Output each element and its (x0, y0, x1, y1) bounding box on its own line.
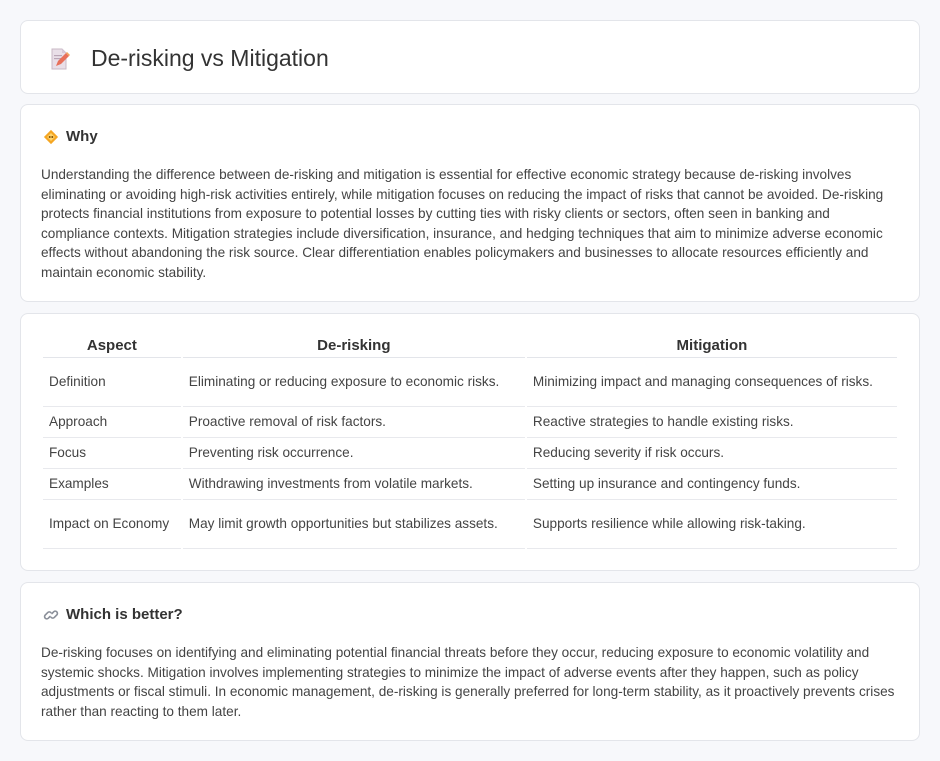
de-risking-cell: Proactive removal of risk factors. (183, 407, 525, 438)
table-row (43, 500, 897, 549)
aspect-cell: Approach (43, 407, 181, 438)
mitigation-cell: Reactive strategies to handle existing risks. (527, 407, 897, 438)
mitigation-cell: Setting up insurance and contingency funds. (527, 469, 897, 500)
header-mitigation: Mitigation (527, 334, 897, 358)
why-title: Why (66, 128, 98, 145)
better-title: Which is better? (66, 606, 183, 623)
mitigation-cell: Supports resilience while allowing risk-taking. (527, 500, 897, 549)
which-better-card (20, 582, 920, 741)
why-card (20, 104, 920, 302)
table-header-row (43, 334, 897, 358)
de-risking-cell: Eliminating or reducing exposure to economic risks. (183, 358, 525, 407)
comparison-card (20, 313, 920, 571)
table-row (43, 407, 897, 438)
better-text: De-risking focuses on identifying and eliminating potential financial threats before they occur, reducing exposure to economic volatility and systemic shocks. Mitigation involves implementing strategies to minimize the impact of adverse events after they happen, such as policy adjustments or fiscal stimuli. In economic management, de-risking is generally preferred for long-term stability, as it proactively prevents crises rather than reacting to them later. (41, 645, 895, 719)
de-risking-cell: May limit growth opportunities but stabilizes assets. (183, 500, 525, 549)
de-risking-cell: Preventing risk occurrence. (183, 438, 525, 469)
warning-diamond-icon (43, 129, 59, 145)
comparison-table (41, 334, 899, 549)
better-heading (43, 606, 183, 623)
why-text: Understanding the difference between de-risking and mitigation is essential for effective economic strategy because de-risking involves eliminating or avoiding high-risk activities entirely, while mitigation focuses on reducing the impact of risks that cannot be avoided. De-risking protects financial institutions from exposure to potential losses by cutting ties with risky clients or sectors, often seen in banking and compliance contexts. Mitigation strategies include diversification, insurance, and hedging techniques that aim to minimize adverse economic effects without abandoning the risk source. Clear differentiation enables policymakers and businesses to allocate resources efficiently and maintain economic stability. (41, 167, 884, 280)
document-edit-icon (47, 47, 71, 71)
aspect-cell: Focus (43, 438, 181, 469)
header-card (20, 20, 920, 94)
mitigation-cell: Reducing severity if risk occurs. (527, 438, 897, 469)
link-icon (43, 607, 59, 623)
aspect-cell: Impact on Economy (43, 500, 181, 549)
mitigation-cell: Minimizing impact and managing consequences of risks. (527, 358, 897, 407)
table-row (43, 438, 897, 469)
table-row (43, 358, 897, 407)
why-heading (43, 128, 98, 145)
title-row (47, 45, 329, 72)
page-title: De-risking vs Mitigation (91, 45, 329, 71)
de-risking-cell: Withdrawing investments from volatile markets. (183, 469, 525, 500)
header-de-risking: De-risking (183, 334, 525, 358)
aspect-cell: Examples (43, 469, 181, 500)
aspect-cell: Definition (43, 358, 181, 407)
header-aspect: Aspect (43, 334, 181, 358)
table-row (43, 469, 897, 500)
